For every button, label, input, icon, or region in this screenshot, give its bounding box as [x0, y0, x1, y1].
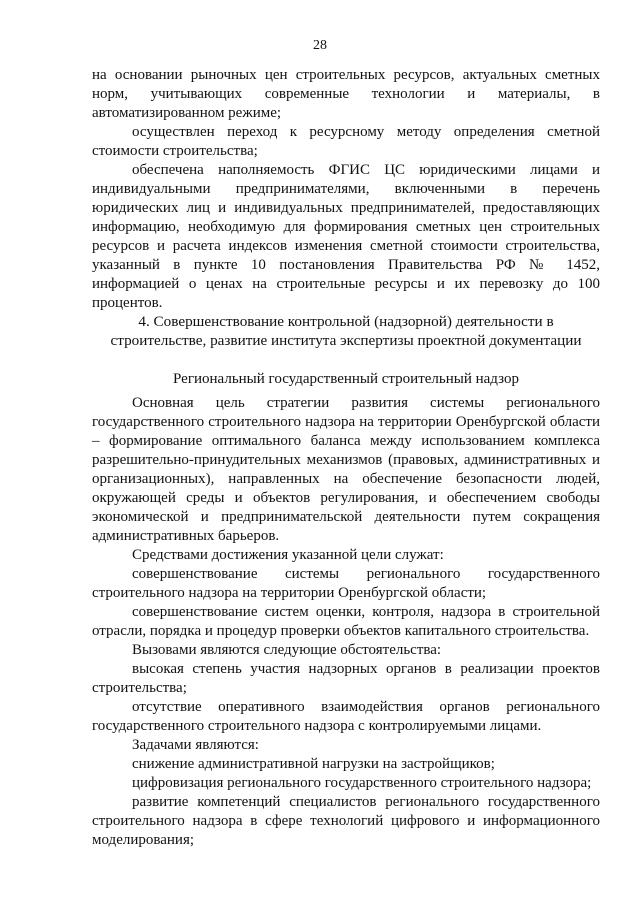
paragraph: цифровизация регионального государственного строительного надзора; [132, 775, 592, 791]
paragraph: снижение административной нагрузки на застройщиков; [132, 756, 495, 772]
subheading [92, 370, 600, 389]
section-body [92, 394, 600, 850]
paragraph: обеспечена наполняемость ФГИС ЦС юридическими лицами и индивидуальными предпринимателями, включенными в перечень юридических лиц и индивидуальных предпринимателей, предоставляющих информацию, необходимую для формирования сметных цен строительных ресурсов и расчета индексов изменения сметной стоимости строительства, указанный в пункте 10 постановления Правительства РФ № 1452, информацией о ценах на строительные ресурсы и их перевозку до 100 процентов. [92, 162, 600, 311]
section-heading-line: строительстве, развитие института экспертизы проектной документации [110, 332, 582, 349]
paragraph: совершенствование системы регионального государственного строительного надзора на территории Оренбургской области; [92, 566, 600, 601]
page-number: 28 [313, 38, 327, 53]
continued-list [92, 66, 600, 313]
paragraph: Основная цель стратегии развития системы регионального государственного строительного надзора на территории Оренбургской области – формирование оптимального баланса между использованием комплекса разрешительно-принудительных механизмов (правовых, административных и организационных), направленных на обеспечение безопасности людей, окружающей среды и объектов регулирования, и обеспечением свободы экономической и предпринимательской деятельности путем сокращения административных барьеров. [92, 395, 600, 544]
paragraph: осуществлен переход к ресурсному методу определения сметной стоимости строительства; [92, 124, 600, 159]
paragraph: развитие компетенций специалистов регионального государственного строительного надзора в сфере технологий цифрового и информационного моделирования; [92, 794, 600, 848]
paragraph: отсутствие оперативного взаимодействия органов регионального государственного строительного надзора с контролируемыми лицами. [92, 699, 600, 734]
section-heading [92, 312, 600, 350]
paragraph: на основании рыночных цен строительных ресурсов, актуальных сметных норм, учитывающих современные технологии и материалы, в автоматизированном режиме; [92, 67, 600, 121]
subheading-text: Региональный государственный строительный надзор [173, 371, 519, 387]
paragraph: Вызовами являются следующие обстоятельства: [132, 642, 442, 658]
paragraph: высокая степень участия надзорных органов в реализации проектов строительства; [92, 661, 600, 696]
paragraph: Задачами являются: [132, 737, 259, 753]
paragraph: Средствами достижения указанной цели служат: [132, 547, 444, 563]
section-heading-line: 4. Совершенствование контрольной (надзорной) деятельности в [138, 313, 554, 330]
paragraph: совершенствование систем оценки, контроля, надзора в строительной отрасли, порядка и процедур проверки объектов капитального строительства. [92, 604, 600, 639]
